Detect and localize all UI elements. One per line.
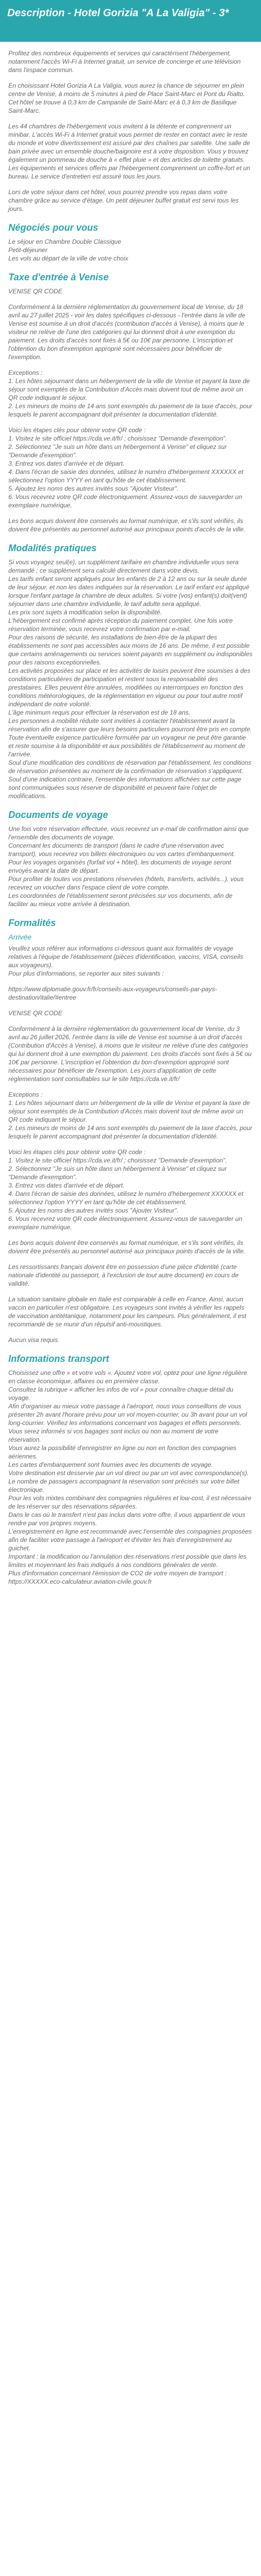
paragraph: La situation sanitaire globale en Italie est comparable à celle en France. Ainsi, aucun vaccin en particulier n'est obligatoire. Les voyageurs sont invités à vérifier les rappels de vaccination antitétanique, notamment pour les campeurs. Plus généralement, il est recommandé de se munir d'un répulsif anti-moustiques.	[8, 1296, 246, 1328]
paragraph: Lors de votre séjour dans cet hôtel, vous pourrez prendre vos repas dans votre chambre grâce au service d'étage. Un petit déjeuner buffet gratuit est servi tous les jours.	[8, 188, 239, 212]
page-title: Description - Hotel Gorizia "A La Valigia" - 3*	[7, 7, 229, 19]
paragraph: Les ressortissants français doivent être en possession d'une pièce d'identité (carte nationale d'identité ou passeport, à l'exclusion de tout autre document) en cours de validité.	[8, 1263, 239, 1287]
section-heading: Documents de voyage	[8, 810, 109, 820]
paragraph: Conformément à la dernière réglementation du gouvernement local de Venise, du 3 avril au 26 juillet 2026, l'entrée dans la ville de Venise est soumise à un droit d'accès (Contribution d'Accès à Venise), à moins que le visiteur ne relève d'une des catégories qui lui donnent droit à une exemption du paiement. Les droits d'accès sont fixés à 5€ ou 10€ par personne. L'inscription et l'obtention du bon d'exemption approprié sont nécessaires pour bénéficier de l'exemption. Les jours d'application de cette réglementation sont consultables sur le site https://cda.ve.it/fr/	[8, 1025, 252, 1083]
section-heading: Taxe d'entrée à Venise	[8, 272, 109, 282]
paragraph: Exceptions : 1. Les hôtes séjournant dans un hébergement de la ville de Venise et payant la taxe de séjour sont exemptés de la Contribution d'Accès mais doivent tout de même avoir un QR code indiquant le séjour. 2. Les mineurs de moins de 14 ans sont exemptés du paiement de la taxe d'accès, pour lesquels le parent accompagnant doit présenter la documentation d'identité.	[8, 1091, 253, 1140]
section-options	[8, 222, 253, 263]
section-formalites	[8, 918, 253, 1344]
paragraph: Choisissez une offre « et votre vols ». Ajoutez votre vol, optez pour une ligne régulière en classe économique, affaires ou en première classe. Consultez la rubrique « afficher les infos de vol » pour connaître chaque détail du voyage. Afin d'organiser au mieux votre passage à l'aéroport, nous vous conseillons de vous présenter 2h avant l'horaire prévu pour un vol moyen-courrier, ou 3h avant pour un vol long-courrier. Vérifiez les informations concernant vos bagages et effets personnels. Vous serez informés si vos bagages sont inclus ou non au moment de votre réservation. Vous aurez la possibilité d'enregistrer en ligne ou non en fonction des compagnies aériennes. Les cartes d'embarquement sont fournies avec les documents de voyage. Votre destination est desservie par un vol direct ou par un vol avec correspondance(s). Le nombre de passagers accompagnant la réservation sont précisés sur votre billet électronique. Pour les vols mixtes combinant des compagnies régulières et low-cost, il est nécessaire de les réserver sur des réservations séparées. Dans le cas où le transfert n'est pas inclus dans votre offre, il vous appartient de vous rendre par vos propres moyens. L'enregistrement en ligne est recommandé avec l'ensemble des compagnies proposées afin de faciliter votre passage à l'aéroport et d'éviter les frais d'enregistrement au guichet. Important : la modification ou l'annulation des réservations n'est possible que dans les limites et moyennant les frais indiqués à nos conditions générales de vente. Plus d'information concernant l'émission de CO2 de votre moyen de transport : https://XXXXX.eco-calculateur.aviation-civile.gouv.fr	[8, 1369, 252, 1585]
section-taxe	[8, 272, 253, 533]
paragraph: Les bons acquis doivent être conservés au format numérique, et s'ils sont vérifiés, ils doivent être présentés au personnel autorisé aux principaux points d'accès de la ville.	[8, 517, 245, 533]
paragraph: VENISE QR CODE	[8, 1010, 63, 1017]
paragraph: En choisissant Hotel Gorizia A La Valigia, vous aurez la chance de séjourner en plein centre de Venise, à moins de 5 minutes à pied de Place Saint-Marc et Pont du Rialto. Cet hôtel se trouve à 0,3 km de Campanile de Saint-Marc et à 0,3 km de Basilique Saint-Marc.	[8, 82, 245, 114]
description-content	[0, 42, 261, 1586]
section-heading: Modalités pratiques	[8, 543, 97, 553]
page-header	[0, 0, 261, 42]
paragraph: Si vous voyagez seul(e), un supplément tarifaire en chambre individuelle vous sera demandé ; ce supplément sera calculé directement dans votre devis. Les tarifs enfant seront appliqués pour les enfants de 2 à 12 ans ou sur la seule durée de leur séjour, et non les dates indiquées sur la réservation. Le tarif enfant est appliqué lorsque l'enfant partage la chambre de deux adultes. Si votre (vos) enfant(s) doit(vent) séjourner dans une chambre individuelle, le tarif adulte sera appliqué. Les prix sont sujets à modification selon la disponibilité. L'hébergement est confirmé après réception du paiement complet. Une fois votre réservation terminée, vous recevrez votre confirmation par e-mail. Pour des raisons de sécurité, les installations de bien-être de la plupart des établissements ne sont pas accessibles aux moins de 16 ans. De même, il est possible que certains aménagements ou services soient payants en supplément ou indisponibles pour des raisons exceptionnelles. Les activités proposées sur place et les activités de loisirs peuvent être soumises à des conditions particulières de participation et restent sous la responsabilité des prestataires. Elles peuvent être annulées, modifiées ou interrompues en fonction des conditions météorologiques, de la réglementation en vigueur ou pour tout autre motif indépendant de notre volonté. L'âge minimum requis pour effectuer la réservation est de 18 ans. Les personnes à mobilité réduite sont invitées à contacter l'établissement avant la réservation afin de s'assurer que leurs besoins particuliers pourront être pris en compte. Toute éventuelle exigence particulière formulée par un voyageur ne peut être garantie et reste soumise à la disponibilité et aux possibilités de l'établissement au moment de l'arrivée. Soul d'une modification des conditions de réservation par l'établissement, les conditions de réservation présentées au moment de la confirmation de réservation s'appliquent. Soul d'une indication contraire, l'ensemble des informations affichées sur cette page sont communiquées sous réserve de disponibilité et peuvent faire l'objet de modifications.	[8, 559, 253, 800]
paragraph: Veuillez vous référer aux informations ci-dessous quant aux formalités de voyage relatives à l'équipe de l'établissement (pièces d'identification, vaccins, VISA, conseils aux voyageurs). Pour plus d'informations, se reporter aux sites suivants :	[8, 945, 243, 977]
paragraph: Exceptions : 1. Les hôtes séjournant dans un hébergement de la ville de Venise et payant la taxe de séjour sont exemptés de la Contribution d'Accès mais doivent tout de même avoir un QR code indiquant le séjour. 2. Les mineurs de moins de 14 ans sont exemptés du paiement de la taxe d'accès, pour lesquels le parent accompagnant doit présenter la documentation d'identité.	[8, 369, 253, 418]
section-transport	[8, 1354, 253, 1586]
paragraph: Une fois votre réservation effectuée, vous recevrez un e-mail de confirmation ainsi que l'ensemble des documents de voyage. Concernant les documents de transport (dans le cadre d'une réservation avec transport), vous recevrez vos billets électroniques ou vos cartes d'embarquement. Pour les voyages organisés (forfait vol + hôtel), les documents de voyage seront envoyés avant la date de départ. Pour profiter de toutes vos prestations réservées (hôtels, transferts, activités...), vous recevrez un voucher dans l'espace client de votre compte. Les coordonnées de l'établissement seront précisées sur vos documents, afin de faciliter au mieux votre arrivée à destination.	[8, 825, 249, 908]
section-heading: Informations transport	[8, 1354, 110, 1364]
section-heading: Négociés pour vous	[8, 222, 99, 233]
paragraph: VENISE QR CODE	[8, 288, 63, 295]
paragraph: Conformément à la dernière réglementation du gouvernement local de Venise, du 18 avril au 27 juillet 2025 - voir les dates spécifiques ci-dessous - l'entrée dans la ville de Venise est soumise à un droit d'accès (contribution d'accès à Venise), à moins que le visiteur ne relève de l'une des catégories qui lui donnent droit à une exemption du paiement. Les droits d'accès sont fixés à 5€ ou 10€ par personne. L'inscription et l'obtention du bon d'exemption approprié sont nécessaires pour bénéficier de l'exemption.	[8, 303, 245, 361]
paragraph: Voici les étapes clés pour obtenir votre QR code : 1. Visitez le site officiel https://cda.ve.it/fr/ ; choisissez "Demande d'exemption". 2. Sélectionnez "Je suis un hôte dans un hébergement à Venise" et cliquez sur "Demande d'exemption". 3. Entrez vos dates d'arrivée et de départ. 4. Dans l'écran de saisie des données, utilisez le numéro d'hébergement XXXXXX et sélectionnez l'option YYYY en tant qu'hôte de cet établissement. 5. Ajoutez les noms des autres invités sous "Ajouter Visiteur". 6. Vous recevrez votre QR code électroniquement. Assurez-vous de sauvegarder un exemplaire numérique.	[8, 1148, 244, 1231]
paragraph: Aucun visa requis.	[8, 1336, 60, 1344]
section-modalites	[8, 543, 253, 800]
paragraph: Le séjour en Chambre Double Classique Petit-déjeuner Les vols au départ de la ville de votre choix	[8, 238, 128, 262]
section-intro	[8, 49, 253, 213]
section-heading: Formalités	[8, 918, 56, 928]
paragraph: Les bons acquis doivent être conservés au format numérique, et s'ils sont vérifiés, ils doivent être présentés au personnel autorisé aux principaux points d'accès de la ville.	[8, 1239, 245, 1255]
paragraph: https://www.diplomatie.gouv.fr/fr/conseils-aux-voyageurs/conseils-par-pays-destination/italie/#entree	[8, 986, 217, 1001]
paragraph: Voici les étapes clés pour obtenir votre QR code : 1. Visitez le site officiel https://cda.ve.it/fr/ ; choisissez "Demande d'exemption". 2. Sélectionnez "Je suis un hôte dans un hébergement à Venise" et cliquez sur "Demande d'exemption". 3. Entrez vos dates d'arrivée et de départ. 4. Dans l'écran de saisie des données, utilisez le numéro d'hébergement XXXXXX et sélectionnez l'option YYYY en tant qu'hôte de cet établissement. 5. Ajoutez les noms des autres invités sous "Ajouter Visiteur". 6. Vous recevrez votre QR code électroniquement. Assurez-vous de sauvegarder un exemplaire numérique.	[8, 426, 244, 509]
section-subheading: Arrivée	[8, 933, 32, 941]
section-documents	[8, 810, 253, 908]
paragraph: Les 44 chambres de l'hébergement vous invitent à la détente et comprennent un minibar. L'accès Wi-Fi à Internet gratuit vous permet de rester en contact avec le reste du monde et votre divertissement est assuré par des chaînes par satellite. Une salle de bain privée avec un ensemble douche/baignoire est à votre disposition. Vous y trouvez également un pommeau de douche à « effet pluie » et des articles de toilette gratuits. Les équipements et services offerts par l'hébergement comprennent un coffre-fort et un bureau. Le service d'entretien est assuré tous les jours.	[8, 123, 251, 180]
paragraph: Profitez des nombreux équipements et services qui caractérisent l'hébergement, notamment l'accès Wi-Fi à Internet gratuit, un service de concierge et une télévision dans l'espace commun.	[8, 50, 241, 74]
